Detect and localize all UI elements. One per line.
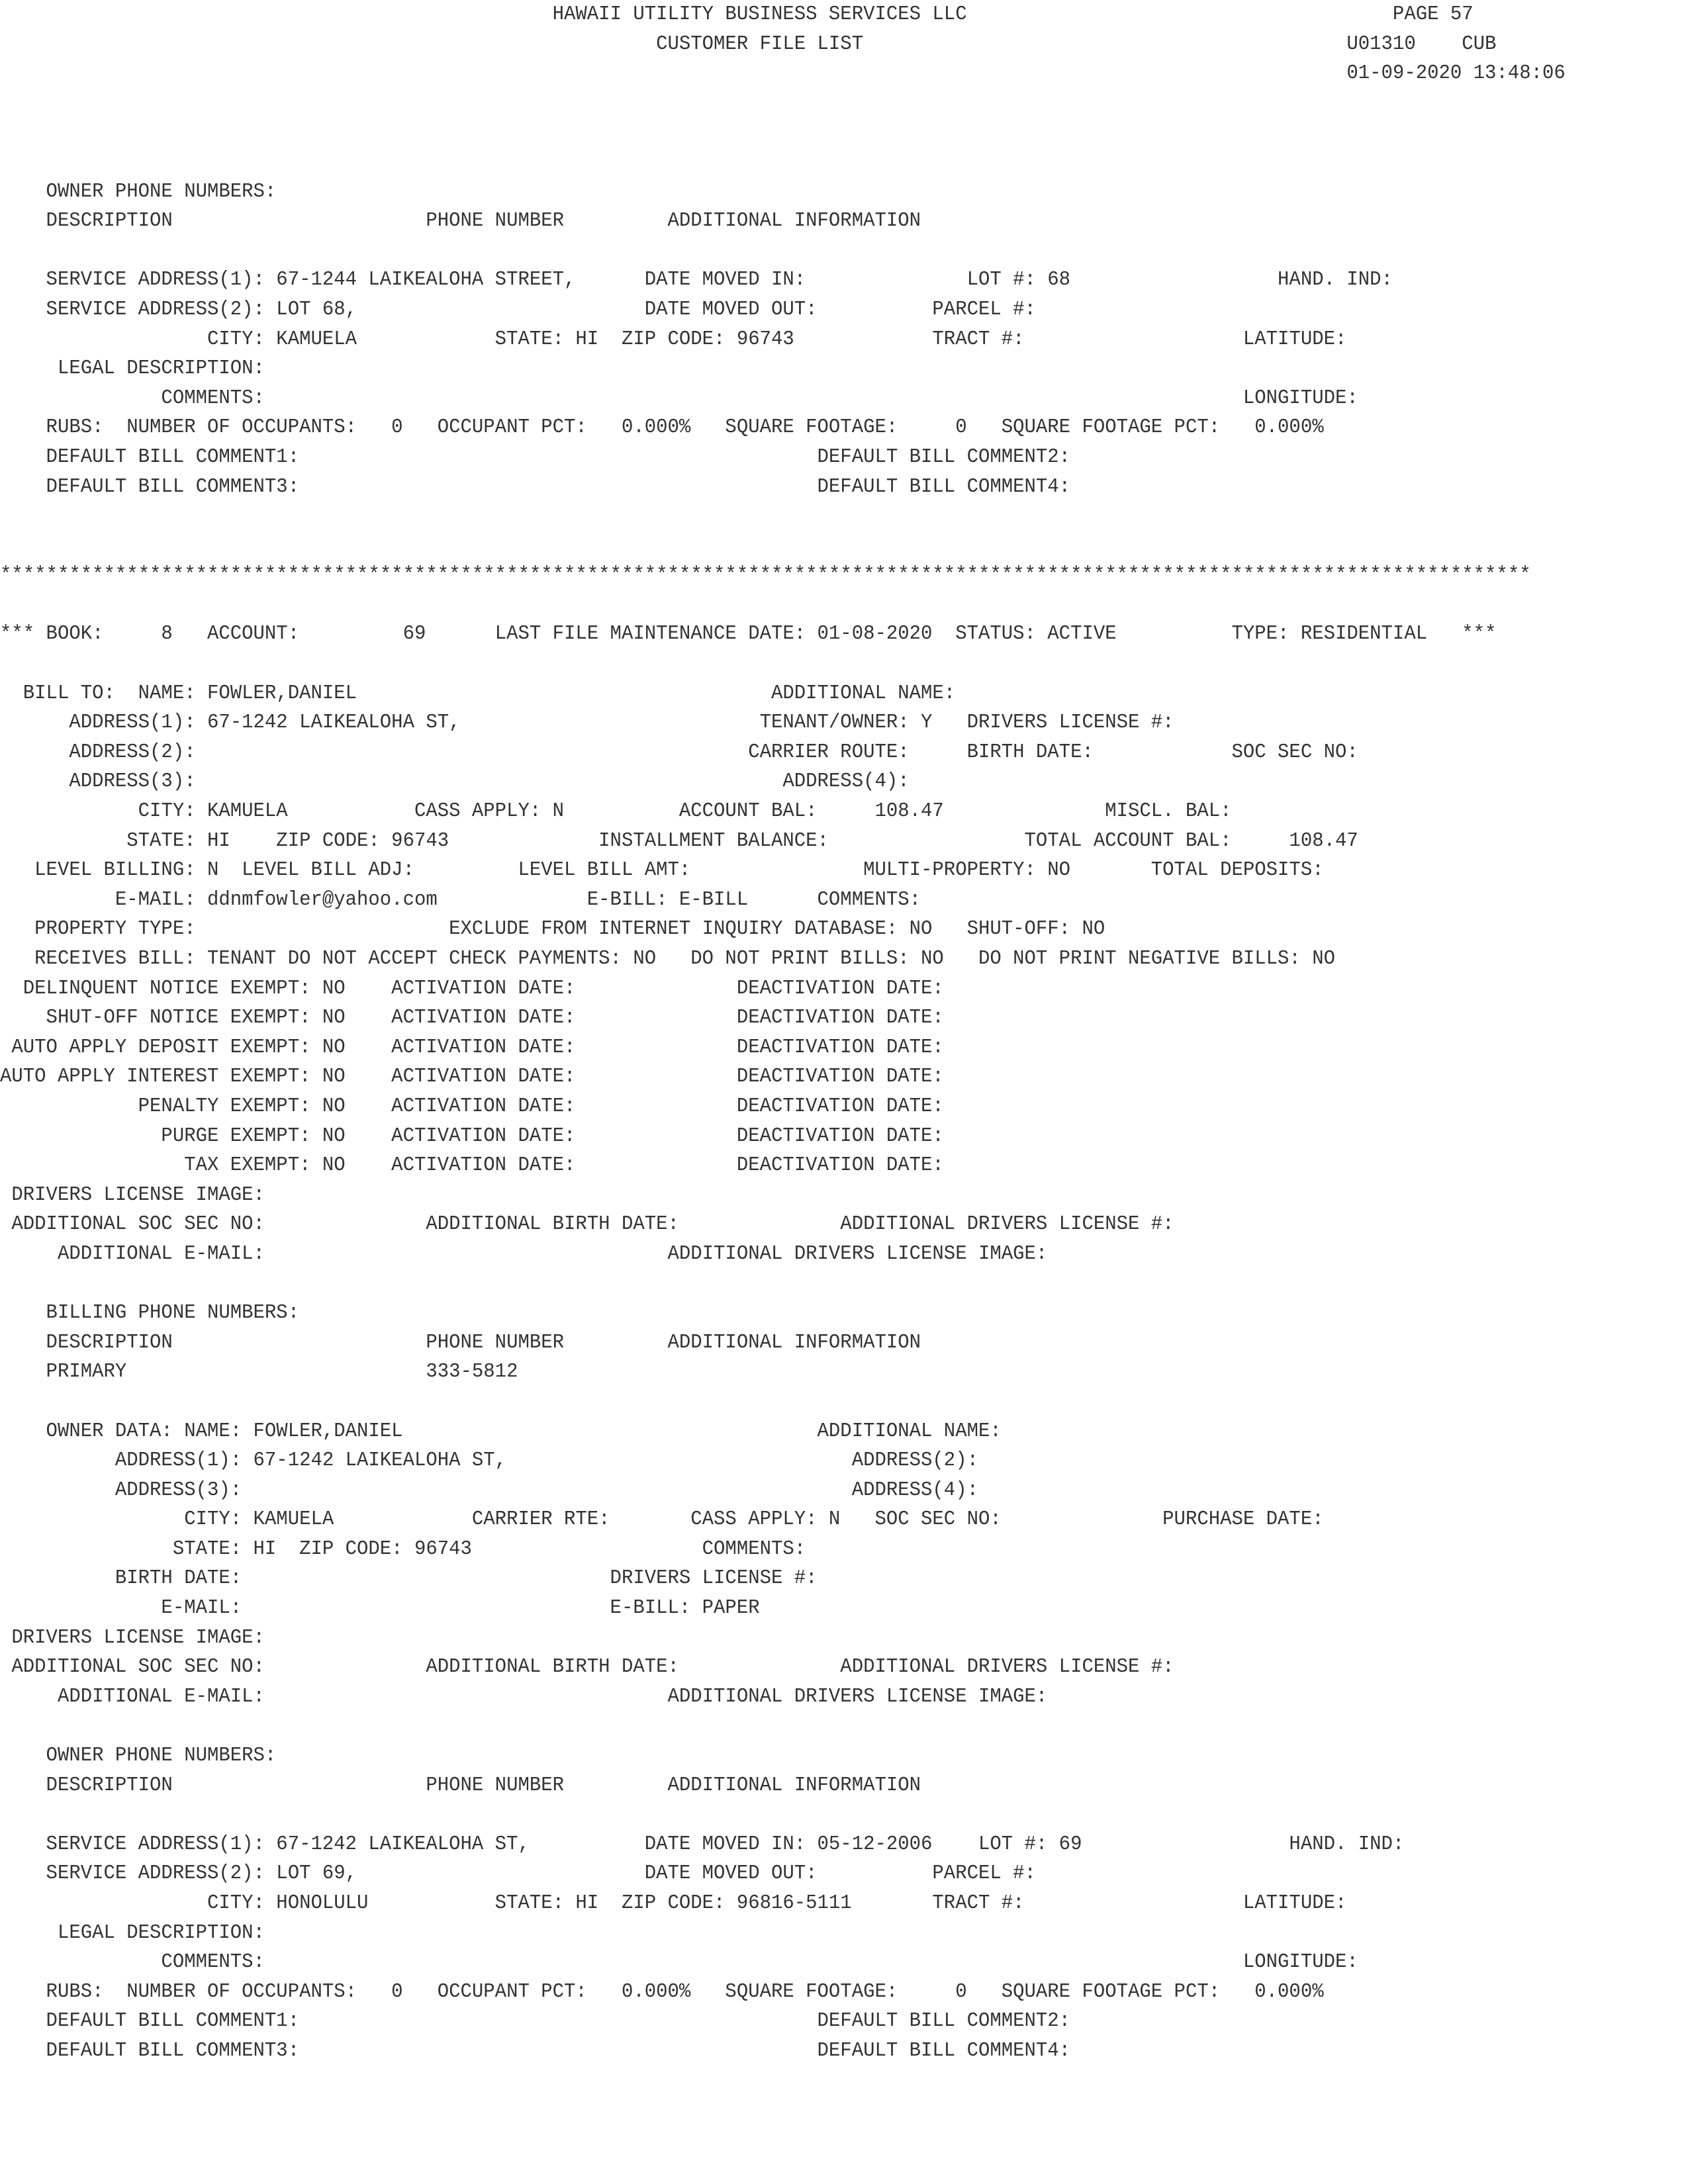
report-line: DESCRIPTION PHONE NUMBER ADDITIONAL INFORMATION <box>0 210 921 233</box>
report-line: OWNER PHONE NUMBERS: <box>0 180 277 203</box>
report-line <box>0 1269 1566 1299</box>
report-line: CITY: KAMUELA STATE: HI ZIP CODE: 96743 TRACT #: LATITUDE: <box>0 328 1347 351</box>
report-line: ADDITIONAL E-MAIL: ADDITIONAL DRIVERS LICENSE IMAGE: <box>0 1242 1048 1265</box>
report-line: SERVICE ADDRESS(2): LOT 68, DATE MOVED OUT: PARCEL #: <box>0 298 1036 321</box>
report-line: ************************************************************************************************************************************* <box>0 564 1531 587</box>
report-line: BILLING PHONE NUMBERS: <box>0 1302 300 1325</box>
report-line: COMMENTS: LONGITUDE: <box>0 387 1358 410</box>
report-line: ADDRESS(1): 67-1242 LAIKEALOHA ST, ADDRESS(2): <box>0 1449 978 1473</box>
report-line: LEGAL DESCRIPTION: <box>0 1921 265 1944</box>
report-line <box>0 649 1566 679</box>
report-line: STATE: HI ZIP CODE: 96743 INSTALLMENT BALANCE: TOTAL ACCOUNT BAL: 108.47 <box>0 829 1358 852</box>
report-line: TAX EXEMPT: NO ACTIVATION DATE: DEACTIVATION DATE: <box>0 1154 944 1177</box>
report-line: ADDITIONAL E-MAIL: ADDITIONAL DRIVERS LICENSE IMAGE: <box>0 1685 1048 1708</box>
report-line <box>0 1387 1566 1417</box>
report-line: E-MAIL: E-BILL: PAPER <box>0 1597 760 1620</box>
report-line: E-MAIL: ddnmfowler@yahoo.com E-BILL: E-BILL COMMENTS: <box>0 888 921 911</box>
report-line <box>0 89 1566 118</box>
report-line: COMMENTS: LONGITUDE: <box>0 1951 1358 1974</box>
report-line: BIRTH DATE: DRIVERS LICENSE #: <box>0 1567 818 1590</box>
report-line: HAWAII UTILITY BUSINESS SERVICES LLC PAGE 57 <box>0 3 1474 26</box>
report-line <box>0 1800 1566 1830</box>
report-line <box>0 531 1566 561</box>
report-line: DRIVERS LICENSE IMAGE: <box>0 1626 265 1649</box>
report-line <box>0 118 1566 148</box>
report-line: LEGAL DESCRIPTION: <box>0 357 265 381</box>
report-line: BILL TO: NAME: FOWLER,DANIEL ADDITIONAL NAME: <box>0 682 956 705</box>
report-line: SERVICE ADDRESS(2): LOT 69, DATE MOVED OUT: PARCEL #: <box>0 1862 1036 1886</box>
report-line: CUSTOMER FILE LIST U01310 CUB <box>0 32 1497 56</box>
report-line: ADDRESS(1): 67-1242 LAIKEALOHA ST, TENANT/OWNER: Y DRIVERS LICENSE #: <box>0 711 1174 735</box>
report-line: ADDITIONAL SOC SEC NO: ADDITIONAL BIRTH DATE: ADDITIONAL DRIVERS LICENSE #: <box>0 1213 1174 1236</box>
report-line: PROPERTY TYPE: EXCLUDE FROM INTERNET INQUIRY DATABASE: NO SHUT-OFF: NO <box>0 918 1105 941</box>
report-line <box>0 502 1566 531</box>
report-line: SERVICE ADDRESS(1): 67-1244 LAIKEALOHA STREET, DATE MOVED IN: LOT #: 68 HAND. IND: <box>0 269 1393 292</box>
report-line <box>0 148 1566 177</box>
report-line: RUBS: NUMBER OF OCCUPANTS: 0 OCCUPANT PCT: 0.000% SQUARE FOOTAGE: 0 SQUARE FOOTAGE PCT: 0.000% <box>0 1980 1324 2003</box>
report-line: DESCRIPTION PHONE NUMBER ADDITIONAL INFORMATION <box>0 1774 921 1797</box>
report-line: ADDRESS(3): ADDRESS(4): <box>0 1479 978 1502</box>
report-line: PRIMARY 333-5812 <box>0 1361 518 1384</box>
report-line: *** BOOK: 8 ACCOUNT: 69 LAST FILE MAINTENANCE DATE: 01-08-2020 STATUS: ACTIVE TYPE: RESIDENTIAL *** <box>0 623 1497 646</box>
report-line: LEVEL BILLING: N LEVEL BILL ADJ: LEVEL BILL AMT: MULTI-PROPERTY: NO TOTAL DEPOSITS: <box>0 859 1324 882</box>
report-line: ADDRESS(2): CARRIER ROUTE: BIRTH DATE: SOC SEC NO: <box>0 741 1358 764</box>
report-line: ADDRESS(3): ADDRESS(4): <box>0 770 910 794</box>
report-line: CITY: KAMUELA CASS APPLY: N ACCOUNT BAL: 108.47 MISCL. BAL: <box>0 800 1232 823</box>
report-line: DEFAULT BILL COMMENT1: DEFAULT BILL COMMENT2: <box>0 445 1071 469</box>
report-line: DEFAULT BILL COMMENT3: DEFAULT BILL COMMENT4: <box>0 475 1071 498</box>
report-line: AUTO APPLY INTEREST EXEMPT: NO ACTIVATION DATE: DEACTIVATION DATE: <box>0 1066 944 1089</box>
report-line <box>0 590 1566 620</box>
report-line: CITY: HONOLULU STATE: HI ZIP CODE: 96816-5111 TRACT #: LATITUDE: <box>0 1892 1347 1915</box>
report-line: DRIVERS LICENSE IMAGE: <box>0 1183 265 1206</box>
report-line: OWNER DATA: NAME: FOWLER,DANIEL ADDITIONAL NAME: <box>0 1420 1002 1443</box>
report-line: SERVICE ADDRESS(1): 67-1242 LAIKEALOHA ST, DATE MOVED IN: 05-12-2006 LOT #: 69 HAND. IND: <box>0 1833 1405 1856</box>
report-line: PURGE EXEMPT: NO ACTIVATION DATE: DEACTIVATION DATE: <box>0 1124 944 1148</box>
report-line: SHUT-OFF NOTICE EXEMPT: NO ACTIVATION DATE: DEACTIVATION DATE: <box>0 1007 944 1030</box>
report-line: DEFAULT BILL COMMENT3: DEFAULT BILL COMMENT4: <box>0 2039 1071 2062</box>
report-line <box>0 1711 1566 1741</box>
report-line: STATE: HI ZIP CODE: 96743 COMMENTS: <box>0 1537 806 1561</box>
report-line: DEFAULT BILL COMMENT1: DEFAULT BILL COMMENT2: <box>0 2010 1071 2033</box>
report-line: DELINQUENT NOTICE EXEMPT: NO ACTIVATION DATE: DEACTIVATION DATE: <box>0 977 944 1000</box>
report-line: DESCRIPTION PHONE NUMBER ADDITIONAL INFORMATION <box>0 1331 921 1354</box>
report-line: CITY: KAMUELA CARRIER RTE: CASS APPLY: N SOC SEC NO: PURCHASE DATE: <box>0 1508 1324 1531</box>
report-line: 01-09-2020 13:48:06 <box>0 62 1566 85</box>
report-line: PENALTY EXEMPT: NO ACTIVATION DATE: DEACTIVATION DATE: <box>0 1095 944 1118</box>
report-line: OWNER PHONE NUMBERS: <box>0 1745 277 1768</box>
report-line: ADDITIONAL SOC SEC NO: ADDITIONAL BIRTH DATE: ADDITIONAL DRIVERS LICENSE #: <box>0 1656 1174 1679</box>
report-line <box>0 236 1566 266</box>
report-line: RECEIVES BILL: TENANT DO NOT ACCEPT CHECK PAYMENTS: NO DO NOT PRINT BILLS: NO DO NOT PRINT NEGATIVE BILLS: NO <box>0 948 1335 970</box>
report-line: AUTO APPLY DEPOSIT EXEMPT: NO ACTIVATION DATE: DEACTIVATION DATE: <box>0 1036 944 1059</box>
report-line: RUBS: NUMBER OF OCCUPANTS: 0 OCCUPANT PCT: 0.000% SQUARE FOOTAGE: 0 SQUARE FOOTAGE PCT: 0.000% <box>0 416 1324 439</box>
